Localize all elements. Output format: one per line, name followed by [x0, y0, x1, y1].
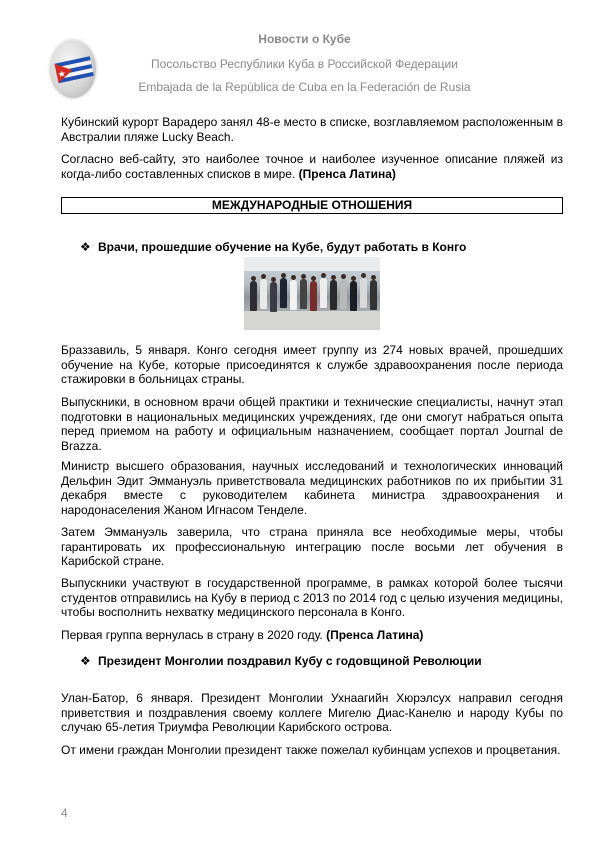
intro-paragraph-1: Кубинский курорт Варадеро занял 48-е место в списке, возглавляемом расположенным в Австралии пляже Lucky Beach. — [61, 115, 563, 144]
intro-paragraph-2 — [61, 152, 563, 181]
article1-paragraph-5: Выпускники участвуют в государственной программе, в рамках которой более тысячи студентов отправились на Кубу в период с 2013 по 2014 год с целью изучения медицины, чтобы восполнить нехватку медицинского персонала в Конго. — [61, 576, 563, 619]
article2-paragraph-2: От имени граждан Монголии президент также пожелал кубинцам успехов и процветания. — [61, 743, 561, 757]
article1-paragraph-2: Выпускники, в основном врачи общей практики и технические специалисты, начнут этап подготовки в национальных медицинских учреждениях, где они смогут набраться опыта перед приемом на работу и официальным назначением, сообщает портал Journal de Brazza. — [61, 395, 563, 453]
article1-source: (Пренса Латина) — [326, 628, 424, 642]
article1-paragraph-3: Министр высшего образования, научных исследований и технологических инноваций Дельфин Эдит Эммануэль приветствовала медицинских работников по их прибытии 31 декабря вместе с руководителем кабинета министра здравоохранения и народонаселения Жаном Игнасом Тенделе. — [61, 459, 563, 517]
intro-source: (Пренса Латина) — [298, 166, 396, 181]
article1-paragraph-4: Затем Эммануэль заверила, что страна приняла все необходимые меры, чтобы гарантировать их профессиональную интеграцию после восьми лет обучения в Карибской стране. — [61, 525, 563, 568]
article1-heading — [80, 240, 466, 254]
page-header — [0, 0, 609, 106]
article1-paragraph-1: Браззавиль, 5 января. Конго сегодня имеет группу из 274 новых врачей, прошедших обучение на Кубе, которые присоединятся к службе здравоохранения после периода стажировки в больницах страны. — [61, 343, 563, 386]
article1-paragraph-6-text: Первая группа вернулась в страну в 2020 году. — [61, 628, 327, 642]
header-embassy-es: Embajada de la República de Cuba en la Federación de Rusia — [138, 80, 471, 94]
header-title: Новости о Кубе — [258, 32, 351, 46]
diamond-bullet-icon: ❖ — [80, 240, 91, 254]
article1-heading-text: Врачи, прошедшие обучение на Кубе, будут работать в Конго — [98, 240, 467, 254]
intro-paragraph-2-text: Согласно веб-сайту, это наиболее точное и наиболее изученное описание пляжей из когда-либо составленных списков в мире. — [61, 152, 563, 181]
article1-paragraph-6 — [61, 628, 563, 643]
article2-paragraph-1: Улан-Батор, 6 января. Президент Монголии Ухнаагийн Хюрэлсух направил сегодня приветствия и поздравления своему коллеге Мигелю Диас-Канелю и народу Кубы по случаю 65-летия Триумфа Революции Карибского острова. — [61, 691, 563, 734]
section-title: МЕЖДУНАРОДНЫЕ ОТНОШЕНИЯ — [61, 197, 563, 214]
header-embassy-ru: Посольство Республики Куба в Российской Федерации — [151, 57, 458, 71]
article2-heading — [80, 654, 482, 668]
page-number: 4 — [61, 806, 68, 820]
diamond-bullet-icon: ❖ — [80, 654, 91, 668]
article2-heading-text: Президент Монголии поздравил Кубу с годовщиной Революции — [98, 654, 482, 668]
article1-photo — [244, 257, 380, 330]
